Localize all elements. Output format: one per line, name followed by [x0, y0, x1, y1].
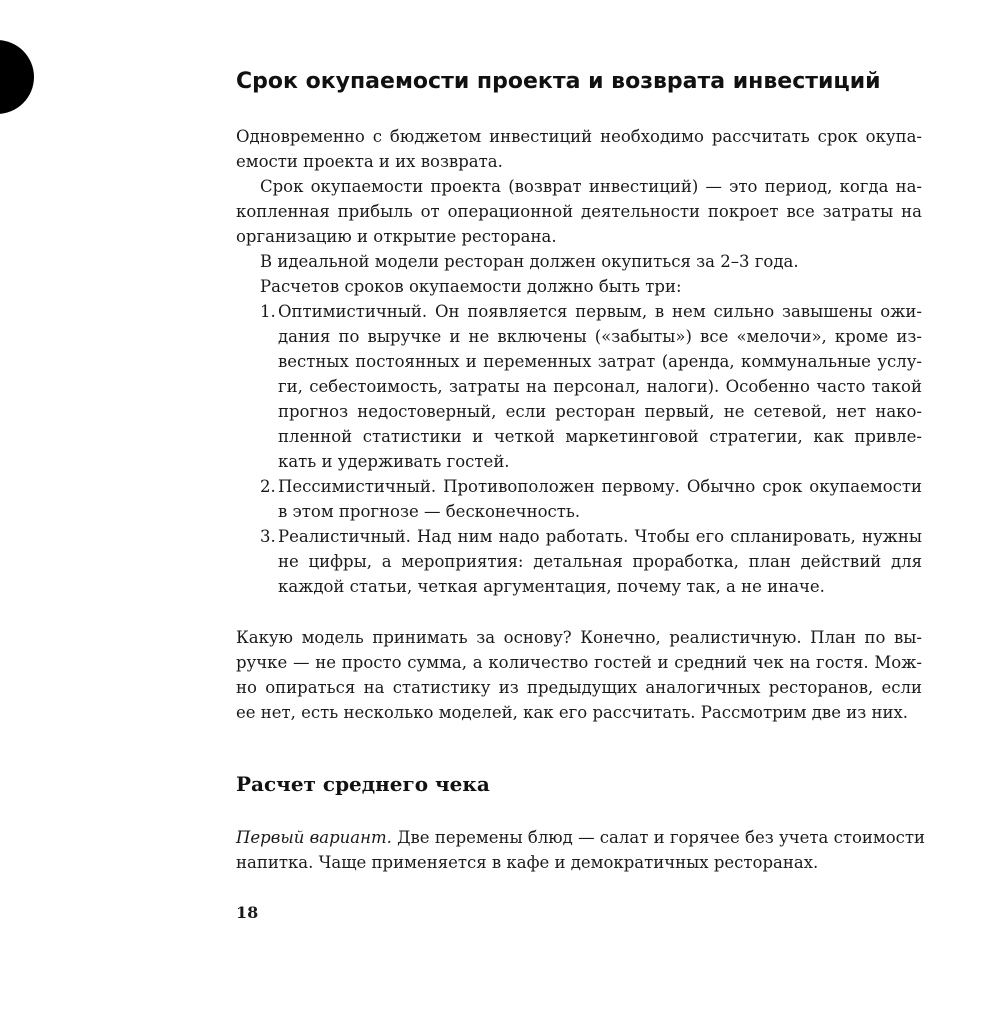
page-number: 18 — [236, 903, 259, 922]
list-number: 1. — [260, 302, 276, 321]
paragraph-first-variant — [236, 825, 926, 875]
text-line: копленная прибыль от операционной деятельности покроет все затраты на — [236, 202, 922, 221]
list-item-line: не цифры, а мероприятия: детальная проработка, план действий для — [278, 552, 922, 571]
text-line: Одновременно с бюджетом инвестиций необходимо рассчитать срок окупа- — [236, 127, 922, 146]
variant-label: Первый вариант. — [236, 828, 392, 847]
text-line: но опираться на статистику из предыдущих аналогичных ресторанов, если — [236, 678, 922, 697]
paragraph-ideal-model: В идеальной модели ресторан должен окупиться за 2–3 года. — [260, 252, 799, 271]
list-item-line: в этом прогнозе — бесконечность. — [278, 502, 581, 521]
list-number: 3. — [260, 527, 276, 546]
text-line: Срок окупаемости проекта (возврат инвестиций) — это период, когда на- — [260, 177, 922, 196]
list-item-line: прогноз недостоверный, если ресторан первый, не сетевой, нет нако- — [278, 402, 922, 421]
list-item-line: ги, себестоимость, затраты на персонал, налоги). Особенно часто такой — [278, 377, 922, 396]
text-line: ее нет, есть несколько моделей, как его рассчитать. Рассмотрим две из них. — [236, 703, 908, 722]
list-item-line — [236, 474, 922, 499]
text-line: Какую модель принимать за основу? Конечно, реалистичную. План по вы- — [236, 628, 922, 647]
text-line: емости проекта и их возврата. — [236, 152, 503, 171]
text-line: организацию и открытие ресторана. — [236, 227, 557, 246]
text-run: Две перемены блюд — салат и горячее без учета стоимости — [391, 828, 926, 847]
list-item-line: дания по выручке и не включены («забыты») все «мелочи», кроме из- — [278, 327, 922, 346]
list-item-line: кать и удерживать гостей. — [278, 452, 510, 471]
paragraph-definition — [236, 174, 922, 249]
forecast-list — [236, 299, 922, 599]
list-text: Пессимистичный. Противоположен первому. Обычно срок окупаемости — [278, 477, 922, 496]
paragraph-three-forecasts: Расчетов сроков окупаемости должно быть три: — [260, 277, 682, 296]
paragraph-basis-model — [236, 625, 922, 725]
page-content — [236, 66, 926, 875]
paragraph-spacer — [236, 599, 922, 625]
list-item-line: каждой статьи, четкая аргументация, почему так, а не иначе. — [278, 577, 825, 596]
list-number: 2. — [260, 477, 276, 496]
section-spacer — [236, 725, 922, 769]
list-item — [236, 299, 922, 474]
list-item-line: пленной статистики и четкой маркетинговой стратегии, как привле- — [278, 427, 922, 446]
list-text: Оптимистичный. Он появляется первым, в нем сильно завышены ожи- — [278, 302, 922, 321]
list-item — [236, 474, 922, 524]
paragraph-intro — [236, 124, 922, 174]
text-line: ручке — не просто сумма, а количество гостей и средний чек на гостя. Мож- — [236, 653, 922, 672]
list-item-line: вестных постоянных и переменных затрат (аренда, коммунальные услу- — [278, 352, 922, 371]
text-line: напитка. Чаще применяется в кафе и демократичных ресторанах. — [236, 853, 819, 872]
list-item-line — [236, 524, 922, 549]
list-text: Реалистичный. Над ним надо работать. Чтобы его спланировать, нужны — [278, 527, 922, 546]
thumb-tab-marker — [0, 40, 34, 114]
list-item — [236, 524, 922, 599]
subsection-heading: Расчет среднего чека — [236, 772, 490, 796]
text-line — [236, 825, 926, 850]
section-heading: Срок окупаемости проекта и возврата инвестиций — [236, 69, 881, 94]
list-item-line — [236, 299, 922, 324]
